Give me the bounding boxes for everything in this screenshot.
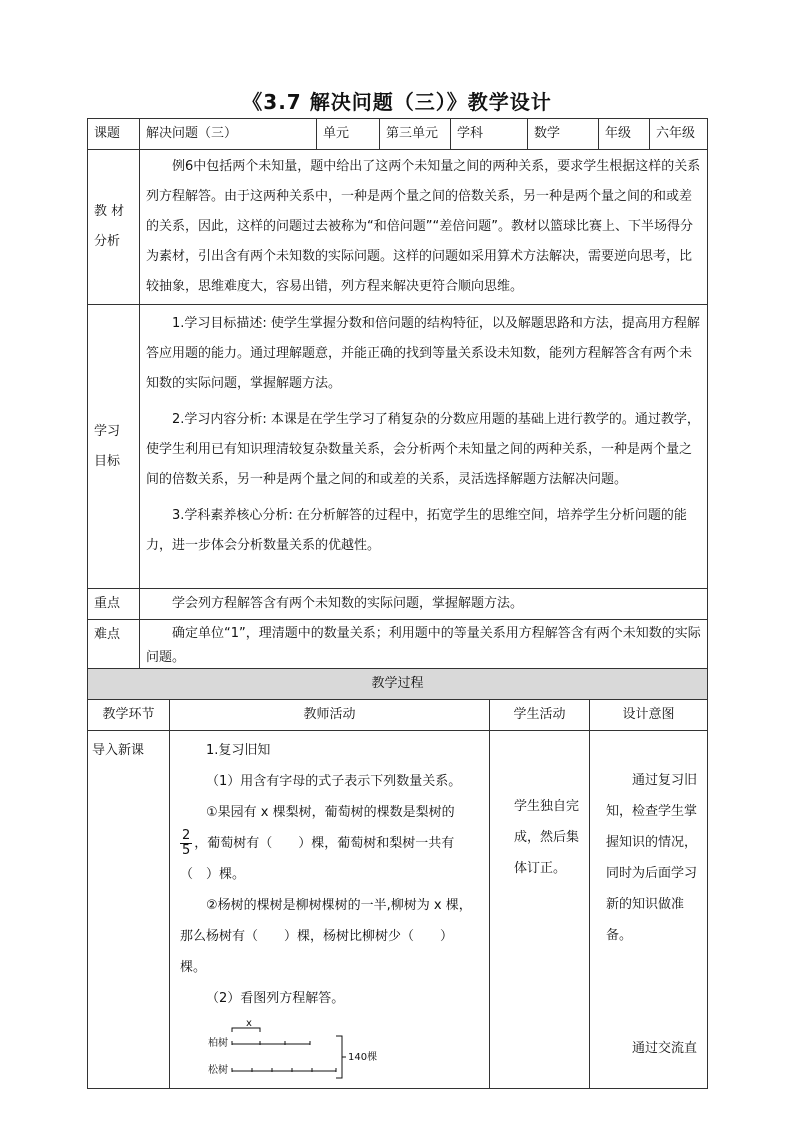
column-design-intent: 设计意图 <box>590 700 708 731</box>
sub-question-1: （1）用含有字母的式子表示下列数量关系。 <box>206 774 462 789</box>
diagram-row2-label: 松树 <box>208 1065 228 1076</box>
student-activity-cell: 学生独自完成，然后集体订正。 <box>490 731 590 1089</box>
question-2: ②杨树的棵树是柳树棵树的一半,柳树为 x 棵，那么杨树有（ ）棵，杨树比柳树少（ ）棵。 <box>180 898 472 975</box>
grade-value: 六年级 <box>650 119 708 150</box>
sub-question-2: （2）看图列方程解答。 <box>206 991 345 1006</box>
difficulty-text: 确定单位“1”，理清题中的数量关系；利用题中的等量关系用方程解答含有两个未知数的实际问题。 <box>140 620 708 673</box>
page-title: 《3.7 解决问题（三）》教学设计 <box>242 90 552 114</box>
line-segment-diagram <box>208 1014 477 1084</box>
teacher-activity-cell <box>170 731 490 1089</box>
textbook-analysis-text: 例6中包括两个未知量，题中给出了这两个未知量之间的两种关系，要求学生根据这样的关系列方程解答。由于这两种关系中，一种是两个量之间的倍数关系，另一种是两个量之间的和或差的关系，因此，这样的问题过去被称为“和倍问题”“差倍问题”。教材以篮球比赛上、下半场得分为素材，引出含有两个未知数的实际问题。这样的问题如采用算术方法解决，需要逆向思考，比较抽象，思维难度大，容易出错，列方程来解决更符合顺向思维。 <box>140 150 708 305</box>
design-intent-1: 通过复习旧知，检查学生掌握知识的情况，同时为后面学习新的知识做准备。 <box>606 773 698 943</box>
review-heading: 1.复习旧知 <box>206 743 271 758</box>
topic-value: 解决问题（三） <box>140 119 317 150</box>
grade-label: 年级 <box>599 119 650 150</box>
column-stage: 教学环节 <box>88 700 170 731</box>
difficulty-label: 难点 <box>88 620 140 673</box>
column-teacher-activity: 教师活动 <box>170 700 490 731</box>
teaching-process-table <box>87 668 708 1089</box>
topic-label: 课题 <box>88 119 140 150</box>
unit-label: 单元 <box>317 119 380 150</box>
learning-goals-label: 学习 目标 <box>88 305 140 589</box>
column-student-activity: 学生活动 <box>490 700 590 731</box>
goal-paragraph-2: 2.学习内容分析: 本课是在学生学习了稍复杂的分数应用题的基础上进行教学的。通过教学，使学生利用已有知识理清较复杂数量关系，会分析两个未知量之间的两种关系，一种是两个量之间的倍数关系，另一种是两个量之间的和或差的关系，灵活选择解题方法解决问题。 <box>146 412 700 487</box>
discipline-label: 学科 <box>451 119 528 150</box>
process-heading: 教学过程 <box>88 669 708 700</box>
learning-goals-text <box>140 305 708 589</box>
discipline-value: 数学 <box>528 119 599 150</box>
key-point-label: 重点 <box>88 589 140 620</box>
diagram-lines <box>208 1014 348 1084</box>
stage-cell: 导入新课 <box>88 731 170 1089</box>
unit-value: 第三单元 <box>380 119 451 150</box>
key-point-text: 学会列方程解答含有两个未知数的实际问题，掌握解题方法。 <box>140 589 708 620</box>
fraction-two-fifths: $\frac{2}{5}$ <box>182 828 191 858</box>
diagram-x-label: x <box>246 1018 252 1029</box>
design-intent-2: 通过交流直 <box>632 1041 698 1056</box>
question-1: ①果园有 x 棵梨树，葡萄树的棵数是梨树的 <box>206 805 455 820</box>
goal-paragraph-3: 3.学科素养核心分析: 在分析解答的过程中，拓宽学生的思维空间，培养学生分析问题的能力，进一步体会分析数量关系的优越性。 <box>146 508 687 553</box>
goal-paragraph-1: 1.学习目标描述: 使学生掌握分数和倍问题的结构特征，以及解题思路和方法，提高用方程解答应用题的能力。通过理解题意，并能正确的找到等量关系设未知数，能列方程解答含有两个未知数的实际问题，掌握解题方法。 <box>146 316 700 391</box>
textbook-analysis-label: 教 材 分析 <box>88 150 140 305</box>
diagram-total-label: 140棵 <box>348 1052 378 1063</box>
design-intent-cell <box>590 731 708 1089</box>
lesson-info-table <box>87 118 708 673</box>
question-1-continued: $\frac{2}{5}$ ，葡萄树有（ ）棵，葡萄树和梨树一共有（ ）棵。 <box>180 828 455 882</box>
diagram-row1-label: 柏树 <box>208 1038 228 1049</box>
